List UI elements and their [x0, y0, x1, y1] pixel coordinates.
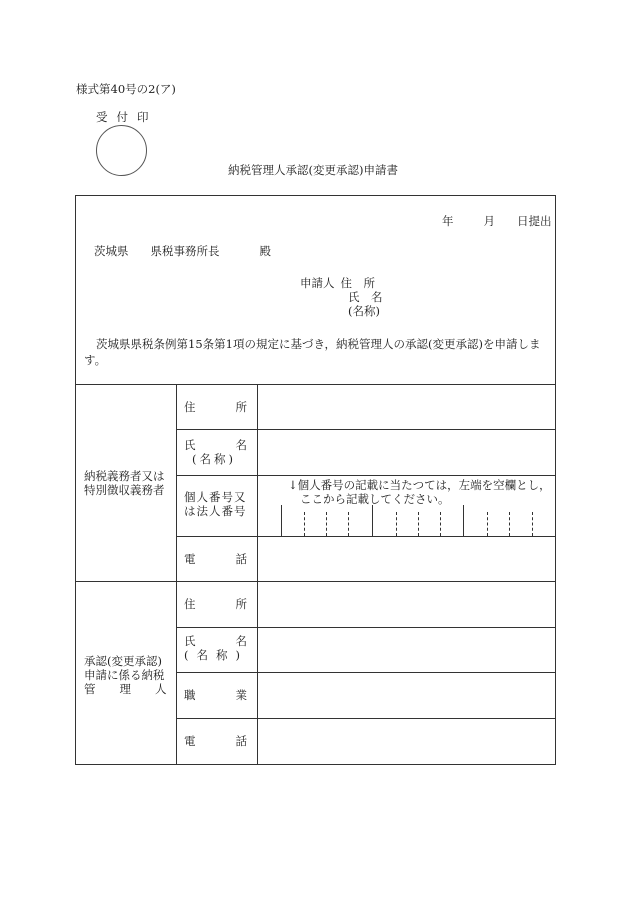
agent-occupation-field[interactable]: [258, 673, 555, 718]
stamp-label: 受付印: [96, 110, 158, 124]
taxpayer-name-field[interactable]: [258, 430, 555, 475]
taxpayer-id-label: [184, 490, 247, 518]
applicant-name-label: 氏 名: [348, 290, 383, 304]
agent-phone-field[interactable]: [258, 719, 555, 764]
taxpayer-section-label-line1: 納税義務者又は: [84, 469, 165, 483]
taxpayer-phone-label: 電話: [184, 552, 287, 566]
date-month-label: 月: [483, 214, 495, 228]
agent-phone-label: 電話: [184, 734, 287, 748]
date-day-label: 日提出: [517, 214, 552, 228]
taxpayer-section-label-line2: 特別徴収義務者: [84, 483, 165, 497]
agent-section-label: [84, 654, 191, 696]
taxpayer-name-sub-label: (名称): [192, 452, 236, 466]
form-title: 納税管理人承認(変更承認)申請書: [228, 163, 398, 177]
agent-section-label-line1: 承認(変更承認): [84, 654, 162, 668]
agent-name-sub-label: (名称): [184, 648, 248, 662]
agent-name-field[interactable]: [258, 628, 555, 672]
applicant-block: [300, 276, 383, 318]
declaration-text: 茨城県県税条例第15条第1項の規定に基づき，納税管理人の承認(変更承認)を申請します。: [84, 337, 541, 367]
taxpayer-address-label: [184, 400, 287, 414]
applicant-label: 申請人: [300, 276, 335, 290]
id-instruction-note-line2: ここから記載してください。: [300, 492, 450, 506]
applicant-address-label: 住 所: [340, 276, 375, 290]
label-column-line: [176, 384, 177, 765]
taxpayer-id-number-field[interactable]: [282, 506, 555, 536]
taxpayer-phone-field[interactable]: [258, 537, 555, 581]
reception-stamp-circle: [96, 125, 147, 176]
date-year-label: 年: [442, 214, 454, 228]
applicant-name-alt-label: (名称): [348, 304, 380, 318]
addressee-honorific: 殿: [259, 244, 271, 258]
taxpayer-name-label-text: 氏名: [184, 438, 287, 452]
taxpayer-id-label-line2: は法人番号: [184, 504, 247, 518]
agent-section-label-line3: 管理人: [84, 682, 191, 696]
addressee: [94, 244, 271, 258]
taxpayer-id-label-line1: 個人番号又: [184, 490, 247, 504]
agent-address-label: 住所: [184, 597, 287, 611]
taxpayer-address-field[interactable]: [258, 385, 555, 429]
taxpayer-name-label: [184, 438, 287, 466]
agent-occupation-label: 職業: [184, 688, 287, 702]
row-line: [176, 475, 556, 476]
addressee-prefecture: 茨城県: [94, 244, 129, 258]
form-number: 様式第40号の2(ア): [76, 82, 176, 96]
taxpayer-section-label: [84, 469, 165, 497]
taxpayer-address-label-text: 住所: [184, 400, 287, 414]
submission-date: [442, 214, 552, 228]
agent-name-label-text: 氏名: [184, 634, 287, 648]
id-instruction-note-line1: ↓個人番号の記載に当たつては，左端を空欄とし，: [288, 478, 551, 492]
addressee-office: 県税事務所長: [150, 244, 220, 258]
agent-section-label-line2: 申請に係る納税: [84, 668, 165, 682]
id-instruction-note: [288, 478, 551, 506]
agent-address-field[interactable]: [258, 582, 555, 627]
